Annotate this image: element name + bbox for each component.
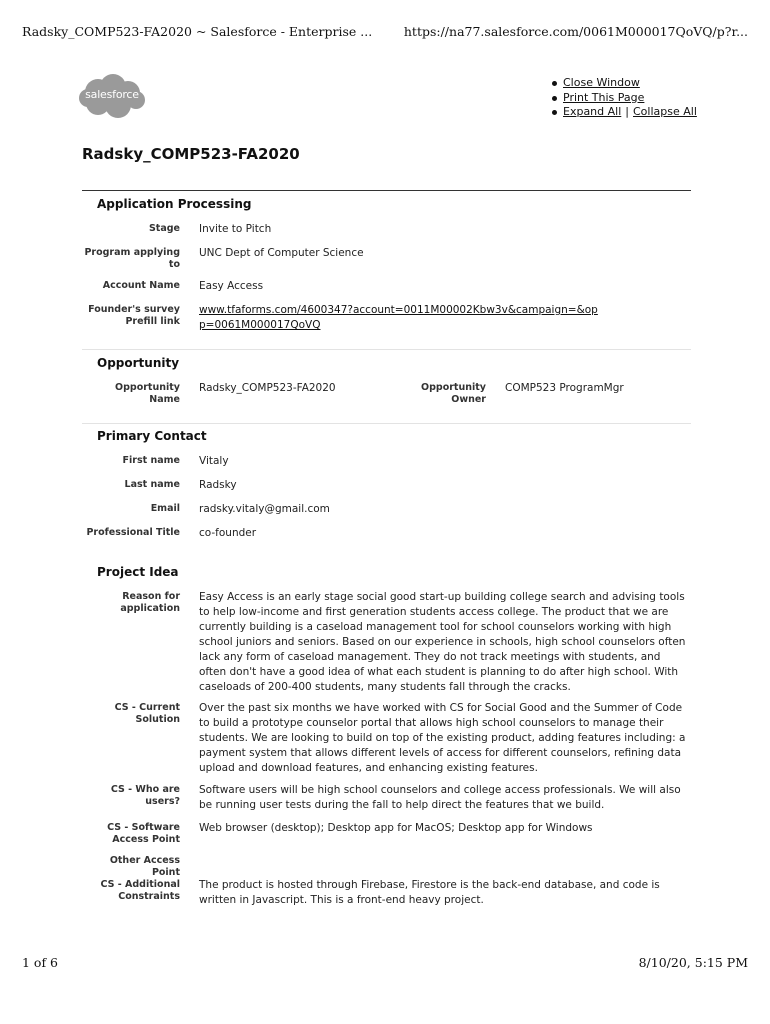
page-actions <box>550 76 697 120</box>
close-window-item <box>550 76 697 91</box>
account-value: Easy Access <box>199 280 264 292</box>
section-opportunity[interactable]: Opportunity <box>97 356 180 370</box>
page-number: 1 of 6 <box>22 955 59 970</box>
logo-wordmark: salesforce <box>85 88 139 101</box>
users-value: Software users will be high school counselors and college access professionals. We will also be running user tests during the fall to help direct the features that we build. <box>199 784 681 811</box>
survey-value-wrap <box>199 303 599 333</box>
section-divider <box>82 349 691 350</box>
current-solution-label: CS - Current Solution <box>114 702 180 725</box>
survey-label: Founder's survey Prefill link <box>88 304 180 327</box>
expand-all-link[interactable]: Expand All <box>563 105 622 118</box>
email-value: radsky.vitaly@gmail.com <box>199 503 330 515</box>
stage-value: Invite to Pitch <box>199 223 272 235</box>
title-divider <box>82 190 691 191</box>
reason-value: Easy Access is an early stage social good start-up building college search and advising tools to help low-income and first generation students access college. The product that we are currently building is a caseload management tool for school counselors working with high school juniors and seniors. Based on our experience in schools, high school counselors often lack any form of caseload management. They do not track meetings with students, and often don't have a good idea of what each student is planning to do after high school. With caseloads of 200-400 students, many students fall through the cracks. <box>199 591 686 693</box>
section-project-idea[interactable]: Project Idea <box>97 565 179 579</box>
access-point-value: Web browser (desktop); Desktop app for MacOS; Desktop app for Windows <box>199 822 593 834</box>
close-window-link[interactable]: Close Window <box>563 76 640 89</box>
print-header <box>22 24 748 44</box>
professional-title-label: Professional Title <box>86 527 180 538</box>
collapse-all-link[interactable]: Collapse All <box>633 105 697 118</box>
opportunity-owner-value[interactable]: COMP523 ProgramMgr <box>505 382 624 394</box>
last-name-value: Radsky <box>199 479 237 491</box>
record-title: Radsky_COMP523-FA2020 <box>82 145 300 163</box>
first-name-value: Vitaly <box>199 455 229 467</box>
expand-collapse-item <box>550 105 697 120</box>
opportunity-name-label: Opportunity Name <box>115 382 180 405</box>
professional-title-value: co-founder <box>199 527 257 539</box>
section-application-processing[interactable]: Application Processing <box>97 197 252 211</box>
email-label: Email <box>150 503 180 514</box>
print-header-url: https://na77.salesforce.com/0061M000017QoVQ/p?r... <box>403 24 748 39</box>
print-footer <box>22 955 748 975</box>
opportunity-name-value: Radsky_COMP523-FA2020 <box>199 382 336 394</box>
survey-link[interactable]: www.tfaforms.com/4600347?account=0011M00002Kbw3v&campaign=&opp=0061M000017QoVQ <box>199 304 598 331</box>
account-label: Account Name <box>102 280 180 291</box>
access-point-label: CS - Software Access Point <box>107 822 180 845</box>
stage-label: Stage <box>148 223 180 234</box>
section-divider <box>82 423 691 424</box>
print-page-item <box>550 91 697 106</box>
current-solution-value: Over the past six months we have worked with CS for Social Good and the Summer of Code to build a prototype counselor portal that allows high school counselors to manage their students. We are looking to build on top of the existing product, adding features including: a payment system that allows different levels of access for different counselors, refining data upload and download features, and enhancing existing features. <box>199 702 686 774</box>
print-header-title: Radsky_COMP523-FA2020 ~ Salesforce - Enterprise ... <box>22 24 373 39</box>
salesforce-logo <box>78 72 146 120</box>
opportunity-owner-label: Opportunity Owner <box>421 382 486 405</box>
reason-label: Reason for application <box>120 591 180 614</box>
print-datetime: 8/10/20, 5:15 PM <box>638 955 748 970</box>
program-label: Program applying to <box>84 247 180 270</box>
link-separator: | <box>625 105 629 118</box>
last-name-label: Last name <box>124 479 180 490</box>
users-label: CS - Who are users? <box>110 784 180 807</box>
constraints-value: The product is hosted through Firebase, Firestore is the back-end database, and code is written in Javascript. This is a front-end heavy project. <box>199 879 660 906</box>
first-name-label: First name <box>122 455 180 466</box>
other-access-label: Other Access Point <box>109 855 180 878</box>
print-page-link[interactable]: Print This Page <box>563 90 645 104</box>
constraints-label: CS - Additional Constraints <box>100 879 180 902</box>
section-primary-contact[interactable]: Primary Contact <box>97 429 207 443</box>
program-value: UNC Dept of Computer Science <box>199 247 364 259</box>
